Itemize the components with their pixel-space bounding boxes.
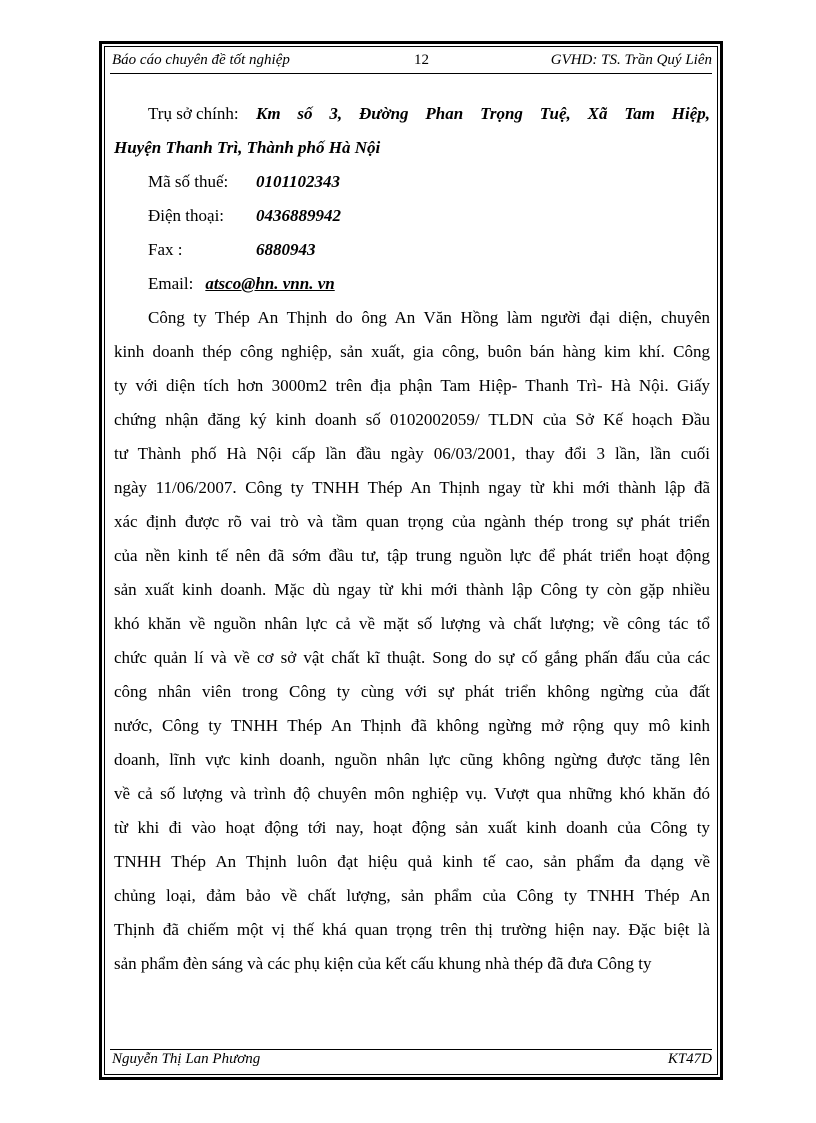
paragraph-line: TNHH Thép An Thịnh luôn đạt hiệu quả kinh tế cao, sản phẩm đa dạng về [114, 852, 710, 871]
footer-author: Nguyễn Thị Lan Phương [112, 1051, 261, 1067]
phone-line [114, 199, 710, 233]
address-value-line2: Huyện Thanh Trì, Thành phố Hà Nội [114, 138, 381, 157]
paragraph-line: công nhân viên trong Công ty cùng với sự phát triển không ngừng của đất [114, 682, 710, 701]
paragraph-line: chứng nhận đăng ký kinh doanh số 0102002059/ TLDN của Sở Kế hoạch Đầu [114, 410, 710, 429]
company-description-paragraph [114, 301, 710, 981]
fax-line [114, 233, 710, 267]
address-label: Trụ sở chính: [148, 104, 239, 123]
tax-value: 0101102343 [256, 172, 341, 191]
phone-value: 0436889942 [256, 206, 341, 225]
paragraph-line: ngày 11/06/2007. Công ty TNHH Thép An Thịnh ngay từ khi mới thành lập đã [114, 478, 710, 497]
header-advisor: GVHD: TS. Trần Quý Liên [550, 52, 712, 68]
footer-class: KT47D [667, 1051, 712, 1067]
paragraph-line: sản xuất kinh doanh. Mặc dù ngay từ khi mới thành lập Công ty còn gặp nhiều [114, 580, 710, 599]
address-value-line1: Km số 3, Đường Phan Trọng Tuệ, Xã Tam Hiệp, [256, 104, 710, 123]
paragraph-line: doanh, lĩnh vực kinh doanh, nguồn nhân lực cũng không ngừng được tăng lên [114, 750, 710, 769]
page-header [112, 52, 712, 74]
paragraph-line: ty với diện tích hơn 3000m2 trên địa phận Tam Hiệp- Thanh Trì- Hà Nội. Giấy [114, 376, 710, 395]
email-link[interactable]: atsco@hn. vnn. vn [205, 274, 335, 293]
paragraph-line: chủng loại, đảm bảo về chất lượng, sản phẩm của Công ty TNHH Thép An [114, 886, 710, 905]
address-line-2 [114, 131, 710, 165]
paragraph-line: khó khăn về nguồn nhân lực cả về mặt số lượng và chất lượng; về công tác tổ [114, 614, 710, 633]
footer-divider [110, 1049, 712, 1050]
paragraph-line: chức quản lí và về cơ sở vật chất kĩ thuật. Song do sự cố gắng phấn đấu của các [114, 648, 710, 667]
email-line [114, 267, 710, 301]
header-divider [110, 73, 712, 74]
paragraph-line: xác định được rõ vai trò và tầm quan trọng của ngành thép trong sự phát triển [114, 512, 710, 531]
document-body [114, 97, 710, 981]
fax-value: 6880943 [256, 240, 316, 259]
address-line [114, 97, 710, 131]
phone-label: Điện thoại: [148, 206, 225, 225]
paragraph-line: từ khi đi vào hoạt động tới nay, hoạt động sản xuất kinh doanh của Công ty [114, 818, 710, 837]
paragraph-line: Công ty Thép An Thịnh do ông An Văn Hồng làm người đại diện, chuyên [148, 308, 710, 327]
tax-line [114, 165, 710, 199]
paragraph-line: tư Thành phố Hà Nội cấp lần đầu ngày 06/03/2001, thay đổi 3 lần, lần cuối [114, 444, 710, 463]
header-report-title: Báo cáo chuyên đề tốt nghiệp [112, 52, 290, 68]
paragraph-line: của nền kinh tế nên đã sớm đầu tư, tập trung nguồn lực để phát triển hoạt động [114, 546, 710, 565]
paragraph-line: sản phẩm đèn sáng và các phụ kiện của kết cấu khung nhà thép đã đưa Công ty [114, 954, 652, 973]
paragraph-line: Thịnh đã chiếm một vị thế khá quan trọng trên thị trường hiện nay. Đặc biệt là [114, 920, 710, 939]
paragraph-line: nước, Công ty TNHH Thép An Thịnh đã không ngừng mở rộng quy mô kinh [114, 716, 710, 735]
fax-label: Fax : [148, 240, 183, 259]
paragraph-line: kinh doanh thép công nghiệp, sản xuất, gia công, buôn bán hàng kim khí. Công [114, 342, 710, 361]
page-footer [112, 1051, 712, 1073]
paragraph-line: về cả số lượng và trình độ chuyên môn nghiệp vụ. Vượt qua những khó khăn đó [114, 784, 710, 803]
header-page-number: 12 [414, 52, 429, 68]
tax-label: Mã số thuế: [148, 172, 229, 191]
email-label: Email: [148, 274, 194, 293]
